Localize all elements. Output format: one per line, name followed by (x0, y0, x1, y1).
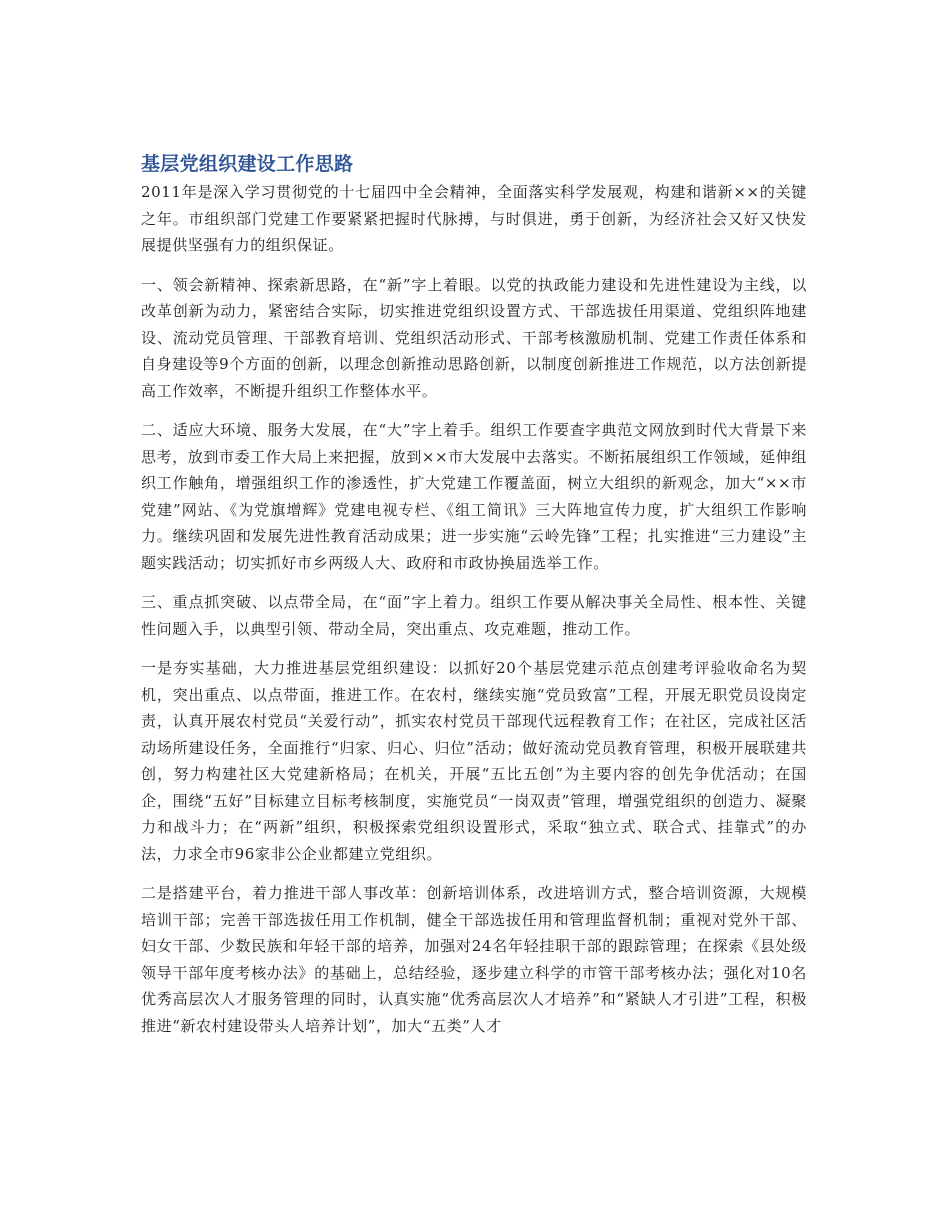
point-two-paragraph: 二是搭建平台，着力推进干部人事改革：创新培训体系，改进培训方式，整合培训资源，大规模培训干部；完善干部选拔任用工作机制，健全干部选拔任用和管理监督机制；重视对党外干部、妇女干部、少数民族和年轻干部的培养，加强对24名年轻挂职干部的跟踪管理；在探索《县处级领导干部年度考核办法》的基础上，总结经验，逐步建立科学的市管干部考核办法；强化对10名优秀高层次人才服务管理的同时，认真实施“优秀高层次人才培养”和“紧缺人才引进”工程，积极推进“新农村建设带头人培养计划”，加大“五类”人才 (141, 884, 807, 1035)
document-page (141, 150, 807, 1052)
intro-paragraph: 2011年是深入学习贯彻党的十七届四中全会精神，全面落实科学发展观，构建和谐新××的关键之年。市组织部门党建工作要紧紧把握时代脉搏，与时俱进，勇于创新，为经济社会又好又快发展提供坚强有力的组织保证。 (141, 183, 807, 254)
section-two-paragraph: 二、适应大环境、服务大发展，在“大”字上着手。组织工作要查字典范文网放到时代大背景下来思考，放到市委工作大局上来把握，放到××市大发展中去落实。不断拓展组织工作领域，延伸组织工作触角，增强组织工作的渗透性，扩大党建工作覆盖面，树立大组织的新观念，加大“××市党建”网站、《为党旗增辉》党建电视专栏、《组工简讯》三大阵地宣传力度，扩大组织工作影响力。继续巩固和发展先进性教育活动成果；进一步实施“云岭先锋”工程；扎实推进“三力建设”主题实践活动；切实抓好市乡两级人大、政府和市政协换届选举工作。 (141, 421, 807, 572)
document-title: 基层党组织建设工作思路 (141, 153, 354, 175)
section-three-paragraph: 三、重点抓突破、以点带全局，在“面”字上着力。组织工作要从解决事关全局性、根本性、关键性问题入手，以典型引领、带动全局，突出重点、攻克难题，推动工作。 (141, 593, 807, 638)
point-one-paragraph: 一是夯实基础，大力推进基层党组织建设：以抓好20个基层党建示范点创建考评验收命名为契机，突出重点、以点带面，推进工作。在农村，继续实施“党员致富”工程，开展无职党员设岗定责，认真开展农村党员“关爱行动”，抓实农村党员干部现代远程教育工作；在社区，完成社区活动场所建设任务，全面推行“归家、归心、归位”活动；做好流动党员教育管理，积极开展联建共创，努力构建社区大党建新格局；在机关，开展“五比五创”为主要内容的创先争优活动；在国企，围绕“五好”目标建立目标考核制度，实施党员“一岗双责”管理，增强党组织的创造力、凝聚力和战斗力；在“两新”组织，积极探索党组织设置形式，采取“独立式、联合式、挂靠式”的办法，力求全市96家非公企业都建立党组织。 (141, 659, 807, 863)
section-one-paragraph: 一、领会新精神、探索新思路，在“新”字上着眼。以党的执政能力建设和先进性建设为主线，以改革创新为动力，紧密结合实际，切实推进党组织设置方式、干部选拔任用渠道、党组织阵地建设、流动党员管理、干部教育培训、党组织活动形式、干部考核激励机制、党建工作责任体系和自身建设等9个方面的创新，以理念创新推动思路创新，以制度创新推进工作规范，以方法创新提高工作效率，不断提升组织工作整体水平。 (141, 275, 807, 400)
